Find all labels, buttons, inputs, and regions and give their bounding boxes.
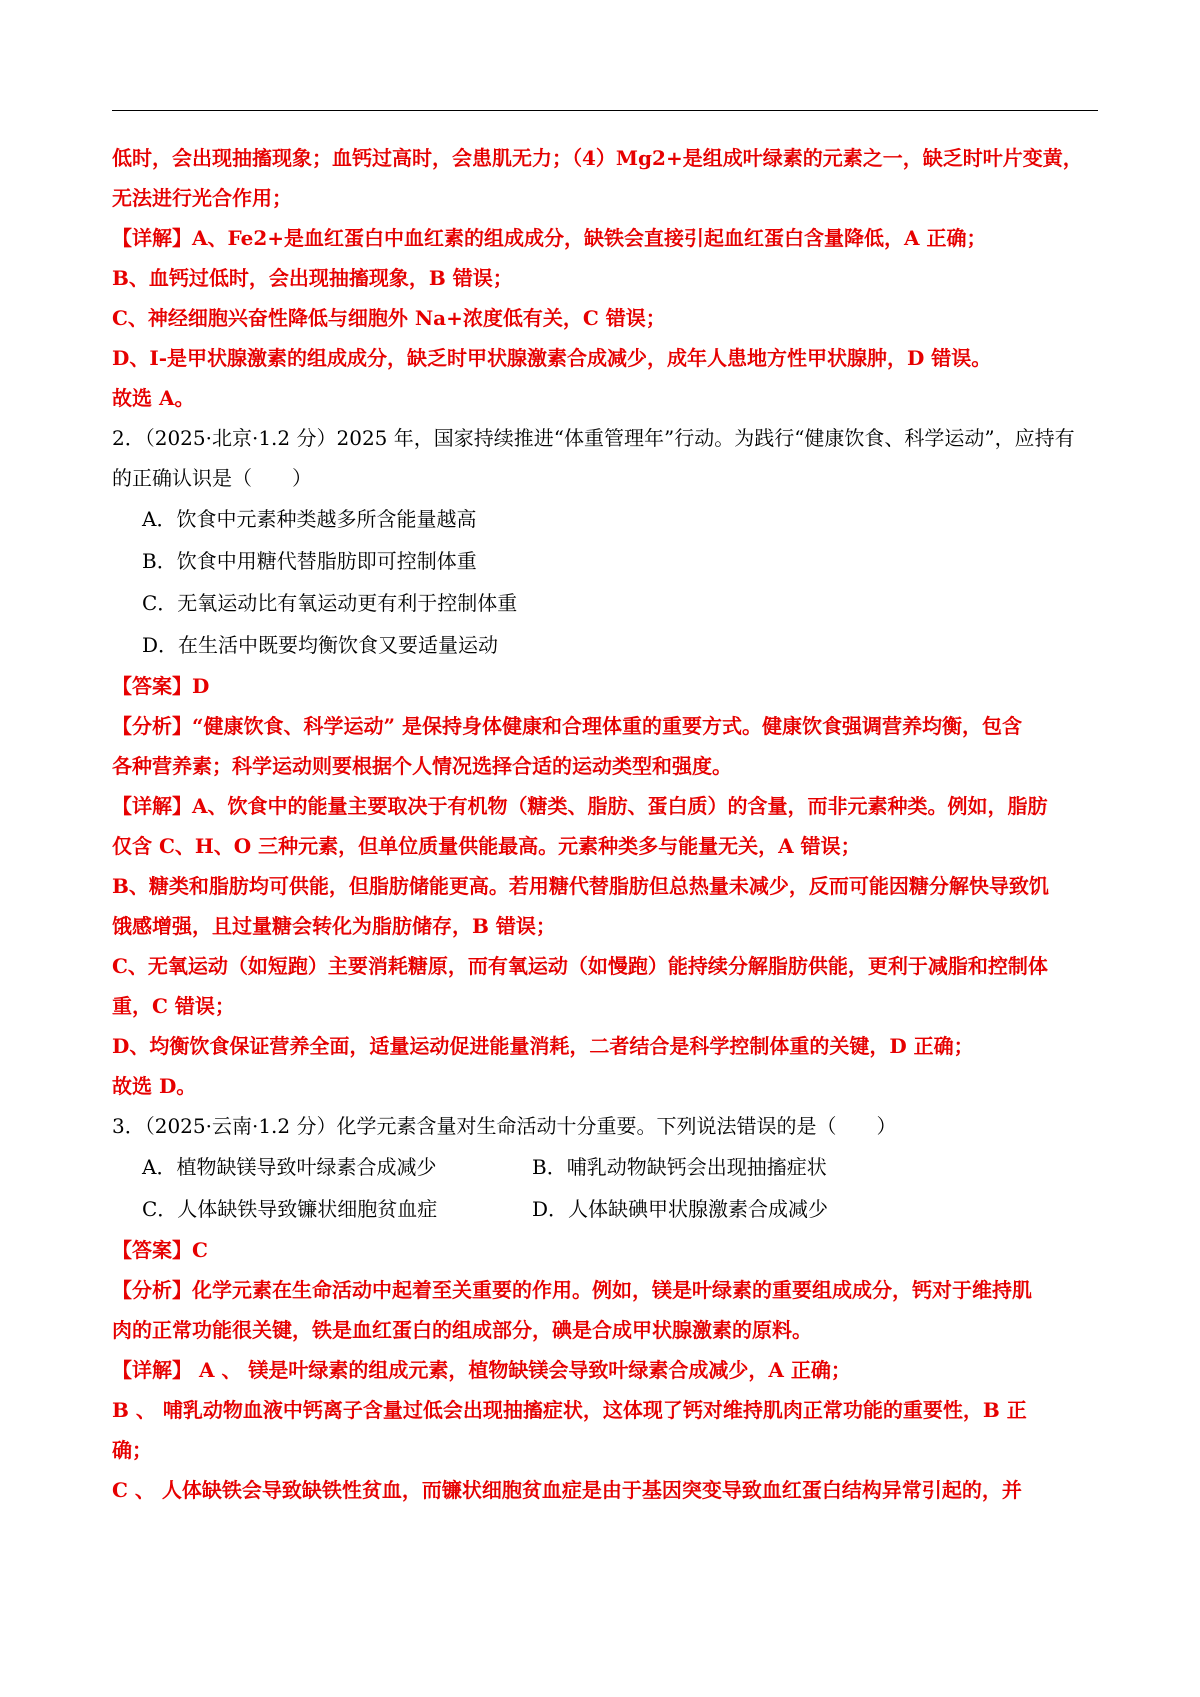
explanation-line: D、I-是甲状腺激素的组成成分，缺乏时甲状腺激素合成减少，成年人患地方性甲状腺肿，D 错误。: [112, 346, 992, 370]
question-stem: 2．（2025·北京·1.2 分）2025 年，国家持续推进“体重管理年”行动。为践行“健康饮食、科学运动”，应持有: [112, 426, 1075, 450]
answer: 【答案】D: [112, 674, 210, 698]
option-c: C．人体缺铁导致镰状细胞贫血症: [142, 1197, 438, 1221]
detail-line: 【详解】A、饮食中的能量主要取决于有机物（糖类、脂肪、蛋白质）的含量，而非元素种类。例如，脂肪: [112, 794, 1048, 818]
explanation-line: 无法进行光合作用；: [112, 186, 292, 210]
analysis-line: 各种营养素；科学运动则要根据个人情况选择合适的运动类型和强度。: [112, 754, 732, 778]
question-2: [112, 418, 1102, 1106]
detail-line: C 、 人体缺铁会导致缺铁性贫血，而镰状细胞贫血症是由于基因突变导致血红蛋白结构异常引起的，并: [112, 1478, 1022, 1502]
explanation-line: 【详解】A、Fe2+是血红蛋白中血红素的组成成分，缺铁会直接引起血红蛋白含量降低，A 正确；: [112, 226, 987, 250]
document-body: [112, 138, 1102, 1510]
option-row: [112, 1188, 1102, 1230]
option-c: C．无氧运动比有氧运动更有利于控制体重: [142, 591, 518, 615]
option-b: B．饮食中用糖代替脂肪即可控制体重: [142, 549, 477, 573]
explanation-line: 故选 A。: [112, 386, 195, 410]
question-stem: 的正确认识是（ ）: [112, 466, 312, 490]
detail-line: B、糖类和脂肪均可供能，但脂肪储能更高。若用糖代替脂肪但总热量未减少，反而可能因糖分解快导致饥: [112, 874, 1049, 898]
previous-question-explanation: [112, 138, 1102, 418]
detail-line: B 、 哺乳动物血液中钙离子含量过低会出现抽搐症状，这体现了钙对维持肌肉正常功能的重要性，B 正: [112, 1398, 1027, 1422]
analysis-line: 【分析】“健康饮食、科学运动” 是保持身体健康和合理体重的重要方式。健康饮食强调营养均衡，包含: [112, 714, 1022, 738]
option-row: [112, 1146, 1102, 1188]
detail-line: 确；: [112, 1438, 152, 1462]
option-d: D．人体缺碘甲状腺激素合成减少: [532, 1197, 829, 1221]
detail-line: 饿感增强，且过量糖会转化为脂肪储存，B 错误；: [112, 914, 556, 938]
option-d: D．在生活中既要均衡饮食又要适量运动: [142, 633, 499, 657]
explanation-line: B、血钙过低时，会出现抽搐现象，B 错误；: [112, 266, 513, 290]
detail-line: 仅含 C、H、O 三种元素，但单位质量供能最高。元素种类多与能量无关，A 错误；: [112, 834, 861, 858]
option-a: A．饮食中元素种类越多所含能量越高: [142, 507, 477, 531]
explanation-line: C、神经细胞兴奋性降低与细胞外 Na+浓度低有关，C 错误；: [112, 306, 666, 330]
detail-line: D、均衡饮食保证营养全面，适量运动促进能量消耗，二者结合是科学控制体重的关键，D 正确；: [112, 1034, 974, 1058]
detail-line: 故选 D。: [112, 1074, 197, 1098]
detail-line: C、无氧运动（如短跑）主要消耗糖原，而有氧运动（如慢跑）能持续分解脂肪供能，更利于减脂和控制体: [112, 954, 1048, 978]
header-rule: [112, 110, 1098, 111]
answer: 【答案】C: [112, 1238, 208, 1262]
option-b: B．哺乳动物缺钙会出现抽搐症状: [532, 1155, 827, 1179]
analysis-line: 【分析】化学元素在生命活动中起着至关重要的作用。例如，镁是叶绿素的重要组成成分，钙对于维持肌: [112, 1278, 1032, 1302]
detail-line: 重，C 错误；: [112, 994, 235, 1018]
explanation-line: 低时，会出现抽搐现象；血钙过高时，会患肌无力；（4）Mg2+是组成叶绿素的元素之一，缺乏时叶片变黄，: [112, 146, 1083, 170]
detail-line: 【详解】 A 、 镁是叶绿素的组成元素，植物缺镁会导致叶绿素合成减少，A 正确；: [112, 1358, 851, 1382]
question-3: [112, 1106, 1102, 1510]
analysis-line: 肉的正常功能很关键，铁是血红蛋白的组成部分，碘是合成甲状腺激素的原料。: [112, 1318, 812, 1342]
option-a: A．植物缺镁导致叶绿素合成减少: [142, 1155, 437, 1179]
question-stem: 3．（2025·云南·1.2 分）化学元素含量对生命活动十分重要。下列说法错误的是（ ）: [112, 1114, 897, 1138]
